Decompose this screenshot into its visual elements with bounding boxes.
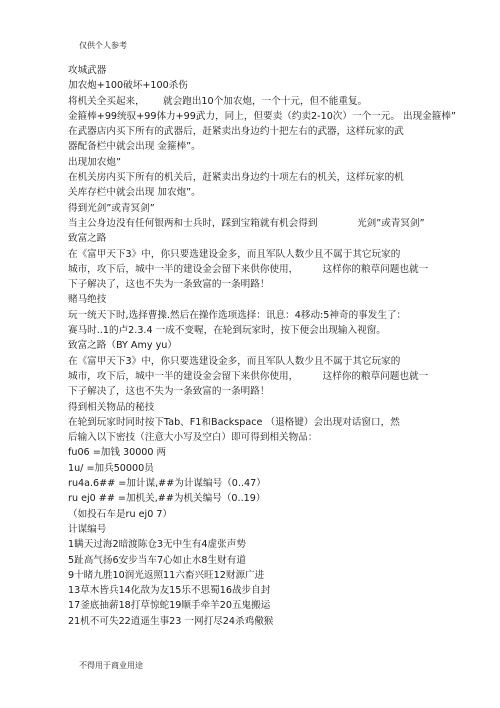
text-line: 赛马时..1的卢2.3.4 一成不变喔，在轮到玩家时，按下便会出现输入视窗。 (68, 325, 386, 337)
text-line: 赌马绝技 (68, 294, 107, 306)
page-header: 仅供个人参考 (79, 41, 127, 50)
text-line: 21机不可失22逍遥生事23 一网打尽24杀鸡儆猴 (68, 615, 274, 627)
text-line: 在《富甲天下3》中，你只要选建设金多，而且军队人数少且不属于其它玩家的 (68, 248, 401, 260)
text-line: 城市，攻下后，城中一半的建设金会留下来供你使用， 这样你的粮草问题也就一 (68, 370, 429, 382)
text-line: 在机关房内买下所有的机关后，赶紧卖出身边约十项左右的机关，这样玩家的机 (68, 172, 404, 184)
text-line: 关库存栏中就会出现 加农炮”。 (68, 187, 201, 199)
text-line: 得到光剑”或青冥剑” (68, 202, 155, 214)
text-line: ru ej0 ## =加机关,##为机关编号（0..19） (68, 493, 266, 505)
text-line: 在轮到玩家时同时按下Tab、F1和Backspace （退格键）会出现对话窗口，然 (68, 416, 400, 428)
text-line: 计谋编号 (68, 523, 107, 535)
text-line: 致富之路（BY Amy yu） (68, 340, 177, 352)
text-line: 下子解决了，这也不失为一条致富的一条明路！ (68, 279, 270, 291)
text-line: 当主公身边没有任何银两和士兵时，踩到宝箱就有机会得到 光剑”或青冥剑” (68, 217, 425, 229)
text-line: 得到相关物品的秘技 (68, 401, 155, 413)
text-line: 玩一统天下时,选择曹操.然后在操作选项选择：讯息：4移动:5神奇的事发生了： (68, 309, 407, 321)
text-line: 17釜底抽薪18打草惊蛇19顺手牵羊20五鬼搬运 (68, 600, 271, 612)
text-line: 城市，攻下后，城中一半的建设金会留下来供你使用， 这样你的粮草问题也就一 (68, 263, 429, 275)
text-line: ru4a.6## =加计谋,##为计谋编号（0..47） (68, 478, 266, 490)
text-line: 13草木皆兵14化敌为友15乐不思蜀16战步自封 (68, 585, 271, 597)
text-line: 致富之路 (68, 233, 107, 245)
text-line: 金箍棒+99统驭+99体力+99武力，同上，但要卖（约卖2-10次）一个一元。 出现金箍棒” (68, 110, 456, 122)
text-line: 9十睹九胜10润光返照11六畜兴旺12财源广进 (68, 569, 265, 581)
text-line: 1u/ =加兵50000员 (68, 462, 154, 474)
text-line: 在《富甲天下3》中，你只要选建设金多，而且军队人数少且不属于其它玩家的 (68, 355, 401, 367)
text-line: 在武器店内买下所有的武器后，赶紧卖出身边约十把左右的武器，这样玩家的武 (68, 126, 404, 138)
text-line: 下子解决了，这也不失为一条致富的一条明路！ (68, 386, 270, 398)
text-line: 攻城武器 (68, 65, 107, 76)
page-footer: 不得用于商业用途 (79, 661, 143, 670)
text-line: 出现加农炮” (68, 156, 121, 168)
text-line: 5趾高气扬6安步当车7心如止水8生财有道 (68, 554, 246, 566)
text-line: （如投石车是ru ej0 7） (68, 508, 173, 520)
document-body (68, 63, 468, 629)
text-line: 加农炮+100破坏+100杀伤 (68, 80, 188, 92)
text-line: 将机关全买起来， 就会跑出10个加农炮，一个十元，但不能重复。 (68, 95, 368, 107)
text-line: 1瞒天过海2暗渡陈仓3无中生有4虚张声势 (68, 539, 246, 551)
text-line: 后输入以下密技（注意大小写及空白）即可得到相关物品： (68, 432, 318, 444)
text-line: fu06 =加钱 30000 两 (68, 447, 167, 459)
text-line: 器配备栏中就会出现 金箍棒”。 (68, 141, 201, 153)
